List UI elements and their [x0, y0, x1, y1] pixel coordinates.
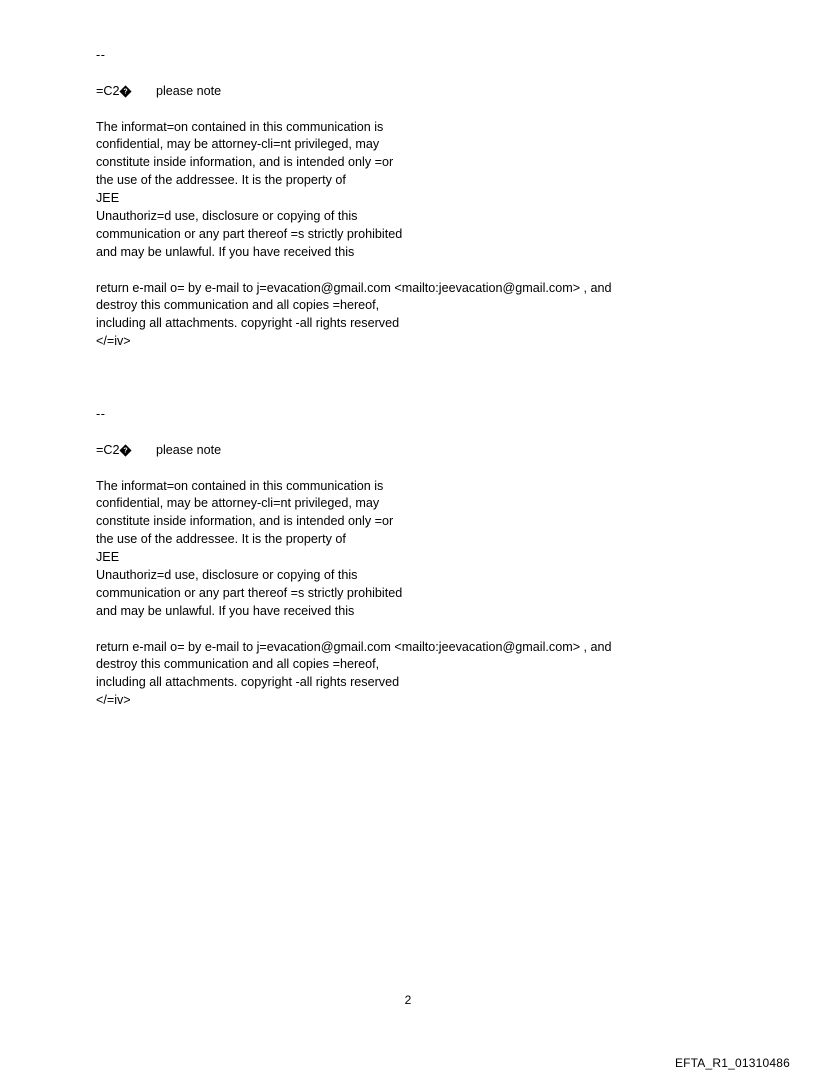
separator-line: -- [96, 48, 106, 62]
note-prefix [96, 442, 156, 460]
replacement-character-icon [120, 444, 132, 456]
text-line: JEE [96, 191, 120, 206]
text-line: confidential, may be attorney-cli=nt privileged, may [96, 137, 380, 152]
text-line: </=iv> [96, 693, 131, 708]
text-line: destroy this communication and all copies =hereof, [96, 657, 380, 672]
note-line [96, 442, 696, 460]
text-line: return e-mail o= by e-mail to j=evacation@gmail.com <mailto:jeevacation@gmail.com> , and [96, 280, 612, 295]
text-line: The informat=on contained in this communication is [96, 119, 384, 134]
text-line: The informat=on contained in this communication is [96, 478, 384, 493]
text-line: constitute inside information, and is intended only =or [96, 155, 394, 170]
replacement-character-icon [120, 85, 132, 97]
note-label: please note [156, 442, 222, 457]
text-line: constitute inside information, and is intended only =or [96, 514, 394, 529]
blank-line [96, 460, 696, 478]
page-number: 2 [404, 993, 412, 1007]
separator-line: -- [96, 407, 106, 421]
note-label: please note [156, 83, 222, 98]
text-line: confidential, may be attorney-cli=nt privileged, may [96, 496, 380, 511]
text-line: return e-mail o= by e-mail to j=evacation@gmail.com <mailto:jeevacation@gmail.com> , and [96, 639, 612, 654]
disclaimer-block-1 [96, 47, 696, 351]
blank-line [96, 65, 696, 83]
text-line: JEE [96, 550, 120, 565]
note-prefix [96, 83, 156, 101]
note-prefix-text: =C2 [96, 83, 120, 98]
blank-line [96, 424, 696, 442]
text-line: including all attachments. copyright -all rights reserved [96, 675, 400, 690]
blank-line [96, 621, 696, 639]
text-line: and may be unlawful. If you have received this [96, 603, 355, 618]
blank-line [96, 262, 696, 280]
text-line: and may be unlawful. If you have received this [96, 244, 355, 259]
text-line: destroy this communication and all copies =hereof, [96, 298, 380, 313]
note-prefix-text: =C2 [96, 442, 120, 457]
text-line: </=iv> [96, 334, 131, 349]
bates-number: EFTA_R1_01310486 [674, 1056, 790, 1070]
text-line: including all attachments. copyright -all rights reserved [96, 316, 400, 331]
text-line: communication or any part thereof =s strictly prohibited [96, 585, 403, 600]
blank-line [96, 101, 696, 119]
text-line: Unauthoriz=d use, disclosure or copying of this [96, 568, 358, 583]
disclaimer-block-2 [96, 406, 696, 710]
note-line [96, 83, 696, 101]
text-line: the use of the addressee. It is the property of [96, 532, 346, 547]
text-line: Unauthoriz=d use, disclosure or copying of this [96, 209, 358, 224]
text-line: communication or any part thereof =s strictly prohibited [96, 226, 403, 241]
text-line: the use of the addressee. It is the property of [96, 173, 346, 188]
